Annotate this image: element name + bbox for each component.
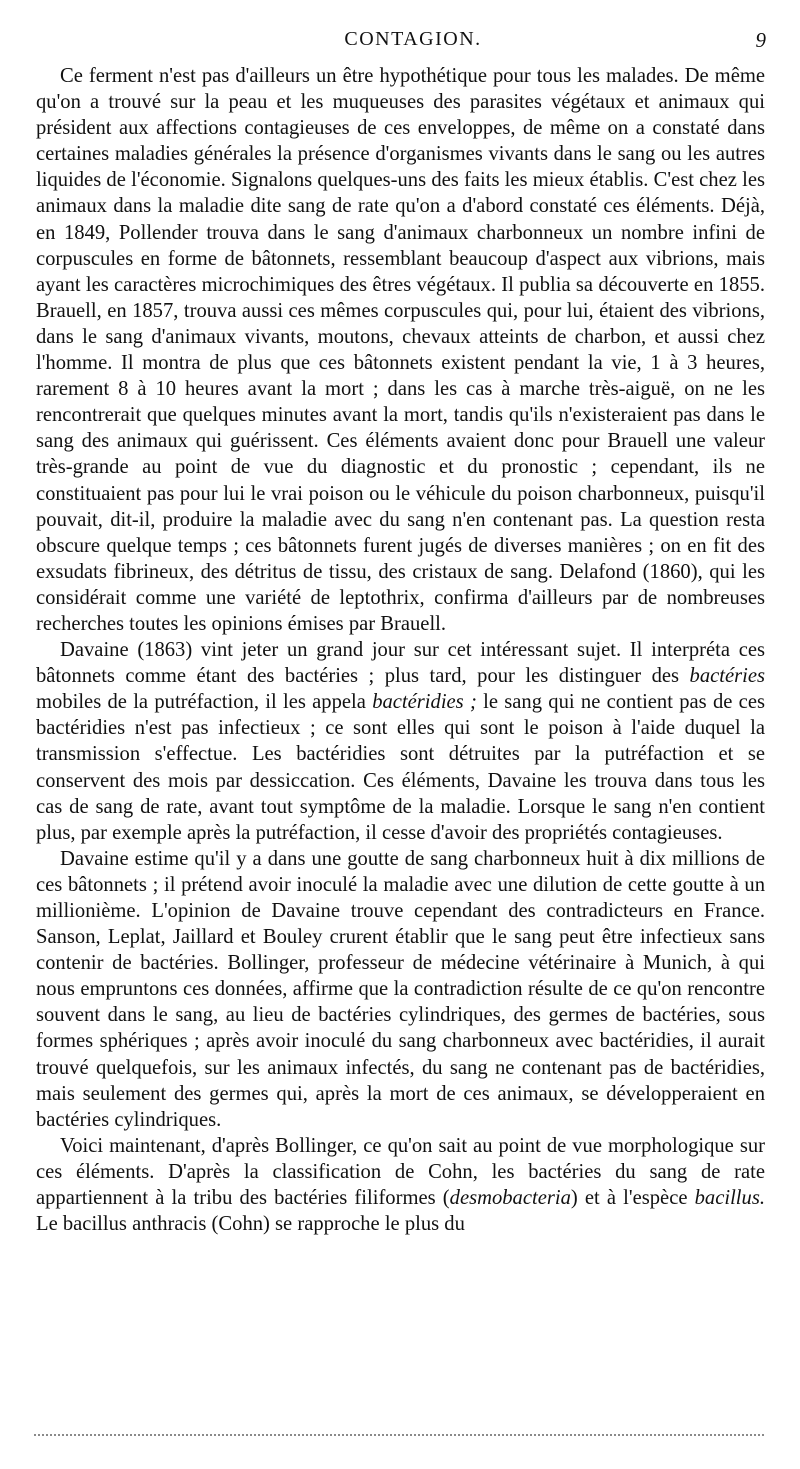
- paragraph-2-part-b: mobiles de la putréfaction, il les appela: [36, 691, 366, 714]
- paragraph-1: Ce ferment n'est pas d'ailleurs un être hypothétique pour tous les malades. De même qu'on a trouvé sur la peau et les muqueuses des parasites végétaux et animaux qui président aux affections contagieuses de ces enveloppes, de même on a constaté dans certaines maladies générales la présence d'organismes vivants dans le sang ou les autres liquides de l'économie. Signalons quelques-uns des faits les mieux établis. C'est chez les animaux dans la maladie dite sang de rate qu'on a d'abord constaté ces éléments. Déjà, en 1849, Pollender trouva dans le sang d'animaux charbonneux un nombre infini de corpuscules en forme de bâtonnets, ressemblant beaucoup d'aspect aux vibrions, mais ayant les caractères microchimiques des êtres végétaux. Il publia sa découverte en 1855. Brauell, en 1857, trouva aussi ces mêmes corpuscules qui, pour lui, étaient des vibrions, dans le sang d'animaux vivants, moutons, chevaux atteints de charbon, et aussi chez l'homme. Il montra de plus que ces bâtonnets existent pendant la vie, 1 à 3 heures, rarement 8 à 10 heures avant la mort ; dans les cas à marche très-aiguë, on ne les rencontrerait que quelques minutes avant la mort, tandis qu'ils n'existeraient pas dans le sang des animaux qui guérissent. Ces éléments avaient donc pour Brauell une valeur très-grande au point de vue du diagnostic et du pronostic ; cependant, ils ne constituaient pas pour lui le vrai poison ou le véhicule du poison charbonneux, puisqu'il pouvait, dit-il, produire la maladie avec du sang n'en contenant pas. La question resta obscure quelque temps ; ces bâtonnets furent jugés de diverses manières ; on en fit des exsudats fibrineux, des détritus de tissu, des cristaux de sang. Delafond (1860), qui les considérait comme une variété de leptothrix, confirma d'ailleurs par de nombreuses recherches toutes les opinions émises par Brauell.: [36, 65, 765, 635]
- paragraph-4: [36, 1133, 765, 1237]
- page-number: 9: [755, 28, 766, 52]
- body-text: [36, 63, 765, 1237]
- footer-dotted-rule: [34, 1434, 764, 1436]
- paragraph-2: [36, 637, 765, 846]
- italic-bacteries: bactéries: [689, 665, 766, 688]
- paragraph-2-part-c: le sang qui ne contient pas de ces bactéridies n'est pas infectieux ; ce sont elles qui sont le poison à l'aide duquel la transmission s'effectue. Les bactéridies sont détruites par la putréfaction et se conservent des mois par dessiccation. Ces éléments, Davaine les trouva dans tous les cas de sang de rate, avant tout symptôme de la maladie. Lorsque le sang n'en contient plus, par exemple après la putréfaction, il cesse d'avoir des propriétés contagieuses.: [36, 691, 765, 844]
- paragraph-3: Davaine estime qu'il y a dans une goutte de sang charbonneux huit à dix millions de ces bâtonnets ; il prétend avoir inoculé la maladie avec une dilution de cette goutte à un millionième. L'opinion de Davaine trouve cependant des contradicteurs en France. Sanson, Leplat, Jaillard et Bouley crurent établir que le sang peut être infectieux sans contenir de bactéries. Bollinger, professeur de médecine vétérinaire à Munich, à qui nous empruntons ces données, affirme que la contradiction résulte de ce qu'on rencontre souvent dans le sang, au lieu de bactéries cylindriques, des germes de bactéries, sous formes sphériques ; après avoir inoculé du sang charbonneux avec bactéridies, il aurait trouvé quelquefois, sur les animaux infectés, du sang ne contenant pas de bactéridies, mais seulement des germes qui, après la mort de ces animaux, se développeraient en bactéries cylindriques.: [36, 847, 765, 1131]
- italic-desmobacteria: desmobacteria: [449, 1187, 571, 1210]
- paragraph-4-part-b: ) et à l'espèce: [570, 1187, 688, 1210]
- paragraph-4-part-a: Voici maintenant, d'après Bollinger, ce qu'on sait au point de vue morphologique sur ces éléments. D'après la classification de Cohn, les bactéries du sang de rate appartiennent à la tribu des bactéries filiformes (: [36, 1134, 765, 1210]
- running-head: [60, 28, 766, 58]
- italic-bacteridies: bactéridies ;: [372, 691, 477, 714]
- paragraph-2-part-a: Davaine (1863) vint jeter un grand jour sur cet intéressant sujet. Il interpréta ces bâtonnets comme étant des bactéries ; plus tard, pour les distinguer des: [36, 639, 765, 688]
- paragraph-4-part-c: Le bacillus anthracis (Cohn) se rapproche le plus du: [36, 1213, 465, 1236]
- italic-bacillus: bacillus.: [694, 1187, 765, 1210]
- running-title: CONTAGION.: [344, 28, 482, 50]
